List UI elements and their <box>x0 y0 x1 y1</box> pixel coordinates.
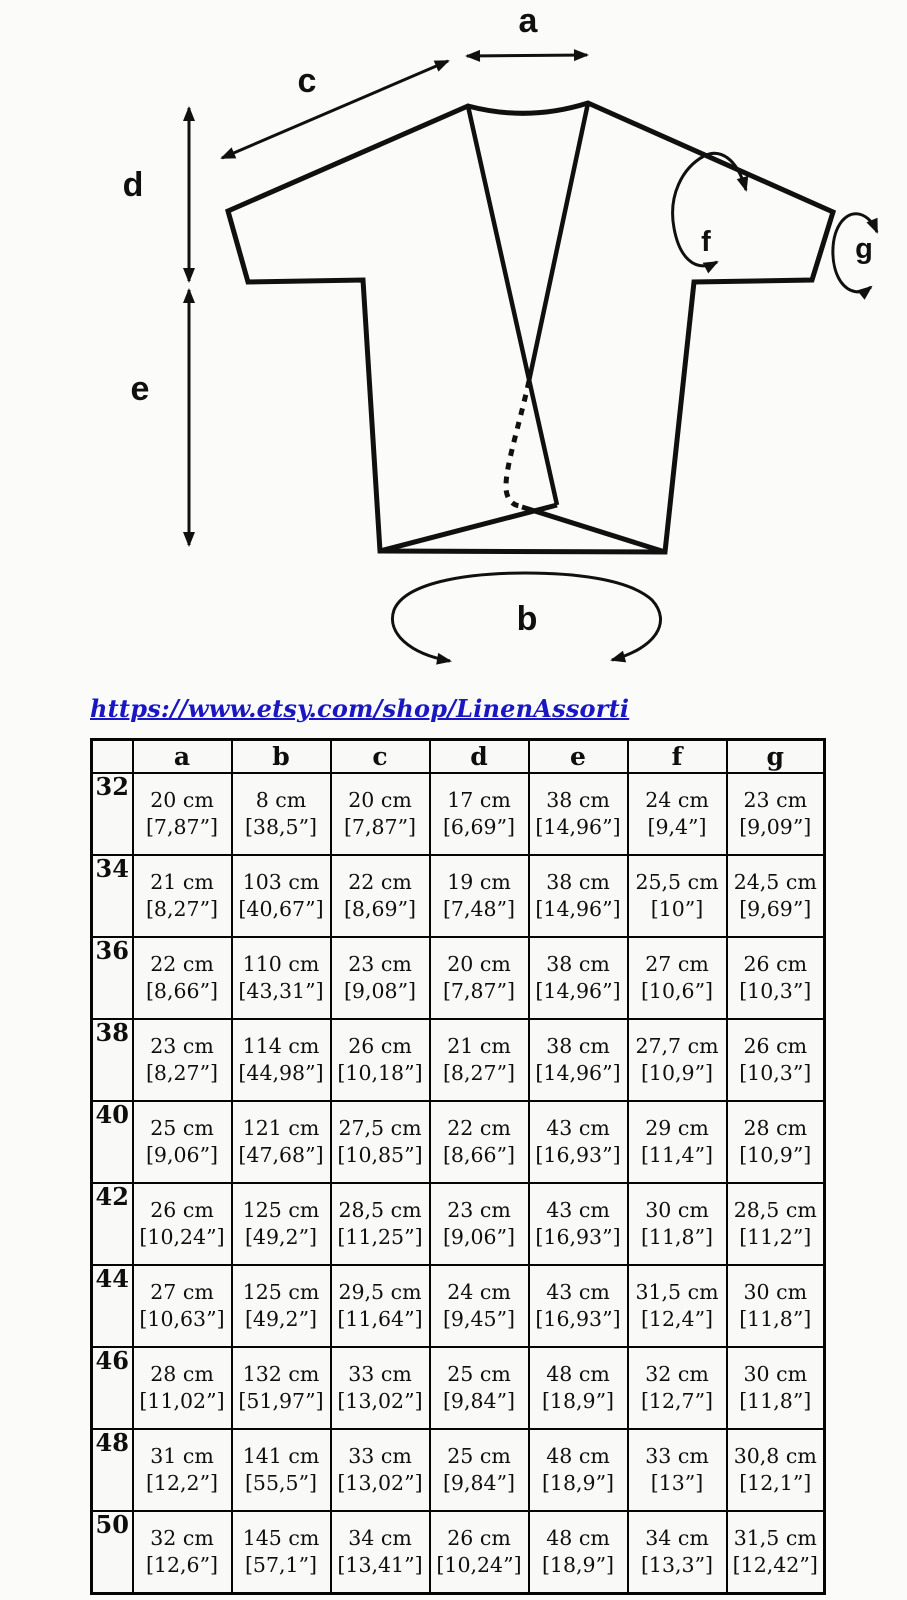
col-header-e: e <box>529 740 628 774</box>
size-label-46: 46 <box>92 1347 133 1429</box>
table-row-size-44 <box>92 1265 825 1347</box>
table-row-size-34 <box>92 855 825 937</box>
value-inch: [49,2”] <box>244 1307 318 1331</box>
value-inch: [13,3”] <box>640 1553 714 1577</box>
measurement-f-size-50 <box>628 1511 727 1594</box>
value-inch: [47,68”] <box>238 1143 324 1167</box>
size-table-body <box>92 773 825 1594</box>
measurement-g-size-38 <box>727 1019 825 1101</box>
value-inch: [10,18”] <box>337 1061 423 1085</box>
measurement-b-size-40 <box>232 1101 331 1183</box>
measurement-b-size-50 <box>232 1511 331 1594</box>
measurement-e-size-46 <box>529 1347 628 1429</box>
size-label-44: 44 <box>92 1265 133 1347</box>
measurement-a-size-38 <box>133 1019 232 1101</box>
value-inch: [8,27”] <box>442 1061 516 1085</box>
measurement-c-size-36 <box>331 937 430 1019</box>
measurement-e-size-44 <box>529 1265 628 1347</box>
value-cm: 30 cm <box>743 1361 808 1386</box>
shop-link-row <box>90 694 830 723</box>
measurement-a-size-36 <box>133 937 232 1019</box>
value-cm: 25 cm <box>447 1443 511 1468</box>
label-g-cuff: g <box>855 233 873 265</box>
measurement-d-size-48 <box>430 1429 529 1511</box>
measurement-d-size-32 <box>430 773 529 855</box>
measurement-d-size-46 <box>430 1347 529 1429</box>
size-label-40: 40 <box>92 1101 133 1183</box>
measurement-g-size-32 <box>727 773 825 855</box>
measurement-g-size-34 <box>727 855 825 937</box>
measurement-a-size-46 <box>133 1347 232 1429</box>
table-row-size-40 <box>92 1101 825 1183</box>
value-cm: 28 cm <box>743 1115 808 1140</box>
value-inch: [49,2”] <box>244 1225 318 1249</box>
measurement-b-size-48 <box>232 1429 331 1511</box>
value-cm: 23 cm <box>743 787 808 812</box>
measurement-f-size-34 <box>628 855 727 937</box>
value-cm: 38 cm <box>546 869 610 894</box>
measurement-a-size-48 <box>133 1429 232 1511</box>
value-inch: [7,87”] <box>145 815 219 839</box>
value-inch: [10,6”] <box>640 979 714 1003</box>
table-row-size-32 <box>92 773 825 855</box>
value-cm: 22 cm <box>150 951 214 976</box>
value-cm: 34 cm <box>645 1525 709 1550</box>
value-cm: 30,8 cm <box>733 1443 817 1468</box>
value-cm: 48 cm <box>546 1443 610 1468</box>
value-inch: [12,4”] <box>640 1307 714 1331</box>
value-inch: [13,02”] <box>337 1471 423 1495</box>
label-c-shoulder: c <box>297 62 317 100</box>
value-cm: 26 cm <box>447 1525 511 1550</box>
col-header-f: f <box>628 740 727 774</box>
value-inch: [10”] <box>650 897 704 921</box>
col-header-a: a <box>133 740 232 774</box>
value-inch: [7,48”] <box>442 897 516 921</box>
measurement-b-size-38 <box>232 1019 331 1101</box>
col-header-c: c <box>331 740 430 774</box>
measurement-d-size-44 <box>430 1265 529 1347</box>
measurement-c-size-34 <box>331 855 430 937</box>
measurement-c-size-50 <box>331 1511 430 1594</box>
measurement-c-size-40 <box>331 1101 430 1183</box>
value-inch: [9,69”] <box>739 897 812 921</box>
measurement-g-size-36 <box>727 937 825 1019</box>
value-cm: 27,5 cm <box>338 1115 422 1140</box>
value-inch: [10,63”] <box>139 1307 225 1331</box>
value-cm: 103 cm <box>242 869 320 894</box>
value-cm: 48 cm <box>546 1361 610 1386</box>
value-inch: [8,27”] <box>145 897 219 921</box>
table-row-size-36 <box>92 937 825 1019</box>
value-cm: 43 cm <box>546 1279 610 1304</box>
value-inch: [44,98”] <box>238 1061 324 1085</box>
corner-cell <box>92 740 133 774</box>
measurement-c-size-38 <box>331 1019 430 1101</box>
value-inch: [10,85”] <box>337 1143 423 1167</box>
value-inch: [9,06”] <box>145 1143 219 1167</box>
value-inch: [8,27”] <box>145 1061 219 1085</box>
value-inch: [16,93”] <box>535 1225 621 1249</box>
measurement-e-size-36 <box>529 937 628 1019</box>
measurement-a-size-32 <box>133 773 232 855</box>
value-cm: 48 cm <box>546 1525 610 1550</box>
value-cm: 28 cm <box>150 1361 214 1386</box>
value-inch: [11,8”] <box>739 1307 812 1331</box>
value-inch: [13,02”] <box>337 1389 423 1413</box>
value-cm: 21 cm <box>447 1033 511 1058</box>
measurement-a-size-50 <box>133 1511 232 1594</box>
measurement-e-size-32 <box>529 773 628 855</box>
table-row-size-50 <box>92 1511 825 1594</box>
garment-diagram <box>0 0 907 690</box>
front-edge-right <box>529 103 588 381</box>
value-cm: 24 cm <box>447 1279 511 1304</box>
measurement-f-size-38 <box>628 1019 727 1101</box>
measurement-c-size-44 <box>331 1265 430 1347</box>
value-inch: [12,1”] <box>739 1471 812 1495</box>
measurement-c-size-32 <box>331 773 430 855</box>
value-cm: 32 cm <box>150 1525 214 1550</box>
etsy-shop-link[interactable]: https://www.etsy.com/shop/LinenAssorti <box>90 694 630 723</box>
value-cm: 25 cm <box>447 1361 511 1386</box>
hem-fold-right <box>522 507 665 552</box>
measurement-d-size-34 <box>430 855 529 937</box>
value-inch: [9,84”] <box>442 1471 516 1495</box>
value-cm: 132 cm <box>242 1361 320 1386</box>
value-cm: 28,5 cm <box>733 1197 817 1222</box>
value-inch: [10,9”] <box>640 1061 714 1085</box>
value-inch: [11,8”] <box>640 1225 714 1249</box>
size-label-42: 42 <box>92 1183 133 1265</box>
value-inch: [10,24”] <box>436 1553 522 1577</box>
size-label-38: 38 <box>92 1019 133 1101</box>
measurement-a-size-34 <box>133 855 232 937</box>
measurement-b-size-44 <box>232 1265 331 1347</box>
value-inch: [14,96”] <box>535 1061 621 1085</box>
value-inch: [55,5”] <box>244 1471 318 1495</box>
col-header-d: d <box>430 740 529 774</box>
value-inch: [18,9”] <box>541 1389 615 1413</box>
value-inch: [10,3”] <box>739 979 812 1003</box>
value-inch: [11,2”] <box>739 1225 812 1249</box>
value-inch: [11,02”] <box>139 1389 225 1413</box>
value-inch: [12,7”] <box>640 1389 714 1413</box>
table-header-row <box>92 740 825 774</box>
value-inch: [13”] <box>650 1471 704 1495</box>
value-cm: 27,7 cm <box>635 1033 719 1058</box>
value-inch: [10,9”] <box>739 1143 812 1167</box>
measurement-f-size-36 <box>628 937 727 1019</box>
measurement-e-size-40 <box>529 1101 628 1183</box>
value-inch: [9,06”] <box>442 1225 516 1249</box>
value-inch: [13,41”] <box>337 1553 423 1577</box>
measurement-f-size-42 <box>628 1183 727 1265</box>
measurement-f-size-46 <box>628 1347 727 1429</box>
measurement-c-size-46 <box>331 1347 430 1429</box>
measurement-f-size-48 <box>628 1429 727 1511</box>
value-inch: [8,66”] <box>145 979 219 1003</box>
measurement-a-size-42 <box>133 1183 232 1265</box>
value-cm: 32 cm <box>645 1361 709 1386</box>
measurement-e-size-38 <box>529 1019 628 1101</box>
value-cm: 22 cm <box>348 869 412 894</box>
label-a-neck-width: a <box>518 2 538 40</box>
measurement-g-size-42 <box>727 1183 825 1265</box>
value-inch: [8,66”] <box>442 1143 516 1167</box>
measurement-b-size-32 <box>232 773 331 855</box>
measurement-g-size-50 <box>727 1511 825 1594</box>
value-inch: [7,87”] <box>442 979 516 1003</box>
value-cm: 30 cm <box>743 1279 808 1304</box>
measurement-c-size-48 <box>331 1429 430 1511</box>
value-cm: 23 cm <box>447 1197 511 1222</box>
measurement-d-size-50 <box>430 1511 529 1594</box>
value-cm: 22 cm <box>447 1115 511 1140</box>
value-cm: 20 cm <box>150 787 214 812</box>
value-cm: 28,5 cm <box>338 1197 422 1222</box>
value-cm: 34 cm <box>348 1525 412 1550</box>
value-cm: 23 cm <box>348 951 412 976</box>
value-inch: [12,6”] <box>145 1553 219 1577</box>
measurement-b-size-36 <box>232 937 331 1019</box>
arrow-c-shoulder <box>222 61 448 158</box>
measurement-f-size-40 <box>628 1101 727 1183</box>
arrow-a-neck-width <box>467 55 587 56</box>
value-inch: [14,96”] <box>535 979 621 1003</box>
value-cm: 121 cm <box>242 1115 320 1140</box>
value-cm: 17 cm <box>447 787 511 812</box>
value-cm: 33 cm <box>348 1443 412 1468</box>
measurement-e-size-42 <box>529 1183 628 1265</box>
value-cm: 8 cm <box>255 787 307 812</box>
value-inch: [40,67”] <box>238 897 324 921</box>
size-label-48: 48 <box>92 1429 133 1511</box>
value-cm: 31 cm <box>150 1443 214 1468</box>
col-header-g: g <box>727 740 825 774</box>
label-e-body-length: e <box>130 370 150 408</box>
value-inch: [10,3”] <box>739 1061 812 1085</box>
garment-outline <box>228 103 833 552</box>
value-cm: 114 cm <box>242 1033 320 1058</box>
value-cm: 38 cm <box>546 787 610 812</box>
measurement-a-size-40 <box>133 1101 232 1183</box>
measurement-e-size-50 <box>529 1511 628 1594</box>
value-inch: [8,69”] <box>343 897 417 921</box>
value-cm: 38 cm <box>546 1033 610 1058</box>
measurement-d-size-42 <box>430 1183 529 1265</box>
value-cm: 31,5 cm <box>733 1525 817 1550</box>
value-cm: 24,5 cm <box>733 869 817 894</box>
value-cm: 24 cm <box>645 787 709 812</box>
measurement-f-size-44 <box>628 1265 727 1347</box>
value-inch: [57,1”] <box>244 1553 318 1577</box>
value-cm: 27 cm <box>645 951 709 976</box>
value-cm: 26 cm <box>743 951 808 976</box>
measurement-e-size-34 <box>529 855 628 937</box>
value-cm: 33 cm <box>645 1443 709 1468</box>
measurement-d-size-40 <box>430 1101 529 1183</box>
value-cm: 25 cm <box>150 1115 214 1140</box>
value-cm: 125 cm <box>242 1197 320 1222</box>
value-inch: [18,9”] <box>541 1471 615 1495</box>
value-cm: 29,5 cm <box>338 1279 422 1304</box>
measurement-b-size-34 <box>232 855 331 937</box>
table-row-size-42 <box>92 1183 825 1265</box>
value-cm: 29 cm <box>645 1115 709 1140</box>
value-cm: 43 cm <box>546 1115 610 1140</box>
value-inch: [16,93”] <box>535 1143 621 1167</box>
size-label-34: 34 <box>92 855 133 937</box>
col-header-b: b <box>232 740 331 774</box>
measurement-e-size-48 <box>529 1429 628 1511</box>
value-inch: [18,9”] <box>541 1553 615 1577</box>
measurement-b-size-42 <box>232 1183 331 1265</box>
size-label-32: 32 <box>92 773 133 855</box>
value-cm: 20 cm <box>447 951 511 976</box>
value-inch: [12,42”] <box>732 1553 818 1577</box>
value-cm: 110 cm <box>242 951 320 976</box>
value-cm: 38 cm <box>546 951 610 976</box>
value-cm: 33 cm <box>348 1361 412 1386</box>
value-cm: 31,5 cm <box>635 1279 719 1304</box>
value-inch: [10,24”] <box>139 1225 225 1249</box>
value-inch: [43,31”] <box>238 979 324 1003</box>
value-inch: [6,69”] <box>442 815 516 839</box>
value-inch: [11,8”] <box>739 1389 812 1413</box>
value-inch: [14,96”] <box>535 815 621 839</box>
measurement-b-size-46 <box>232 1347 331 1429</box>
value-inch: [9,45”] <box>442 1307 516 1331</box>
value-cm: 43 cm <box>546 1197 610 1222</box>
value-cm: 26 cm <box>150 1197 214 1222</box>
value-inch: [38,5”] <box>244 815 318 839</box>
value-inch: [11,64”] <box>337 1307 423 1331</box>
value-inch: [12,2”] <box>145 1471 219 1495</box>
measurement-d-size-36 <box>430 937 529 1019</box>
measurement-g-size-46 <box>727 1347 825 1429</box>
size-table <box>90 738 826 1595</box>
value-cm: 20 cm <box>348 787 412 812</box>
label-d-armhole-depth: d <box>122 166 144 204</box>
measurement-a-size-44 <box>133 1265 232 1347</box>
value-cm: 23 cm <box>150 1033 214 1058</box>
table-row-size-38 <box>92 1019 825 1101</box>
value-inch: [14,96”] <box>535 897 621 921</box>
value-cm: 21 cm <box>150 869 214 894</box>
measurement-g-size-44 <box>727 1265 825 1347</box>
measurement-f-size-32 <box>628 773 727 855</box>
value-cm: 26 cm <box>348 1033 412 1058</box>
table-row-size-46 <box>92 1347 825 1429</box>
value-inch: [11,4”] <box>640 1143 714 1167</box>
value-cm: 26 cm <box>743 1033 808 1058</box>
value-inch: [9,84”] <box>442 1389 516 1413</box>
table-row-size-48 <box>92 1429 825 1511</box>
measurement-g-size-40 <box>727 1101 825 1183</box>
value-inch: [9,08”] <box>343 979 417 1003</box>
value-cm: 25,5 cm <box>635 869 719 894</box>
value-inch: [16,93”] <box>535 1307 621 1331</box>
value-inch: [9,4”] <box>647 815 707 839</box>
label-f-armhole: f <box>701 226 711 258</box>
measurement-d-size-38 <box>430 1019 529 1101</box>
label-b-bottom: b <box>516 600 538 638</box>
value-inch: [9,09”] <box>739 815 812 839</box>
size-label-36: 36 <box>92 937 133 1019</box>
value-inch: [7,87”] <box>343 815 417 839</box>
value-inch: [51,97”] <box>238 1389 324 1413</box>
value-inch: [11,25”] <box>337 1225 423 1249</box>
value-cm: 30 cm <box>645 1197 709 1222</box>
value-cm: 125 cm <box>242 1279 320 1304</box>
value-cm: 19 cm <box>447 869 511 894</box>
front-edge-hidden-dotted <box>506 381 529 506</box>
size-label-50: 50 <box>92 1511 133 1594</box>
value-cm: 141 cm <box>242 1443 320 1468</box>
measurement-c-size-42 <box>331 1183 430 1265</box>
value-cm: 27 cm <box>150 1279 214 1304</box>
value-cm: 145 cm <box>242 1525 320 1550</box>
measurement-g-size-48 <box>727 1429 825 1511</box>
